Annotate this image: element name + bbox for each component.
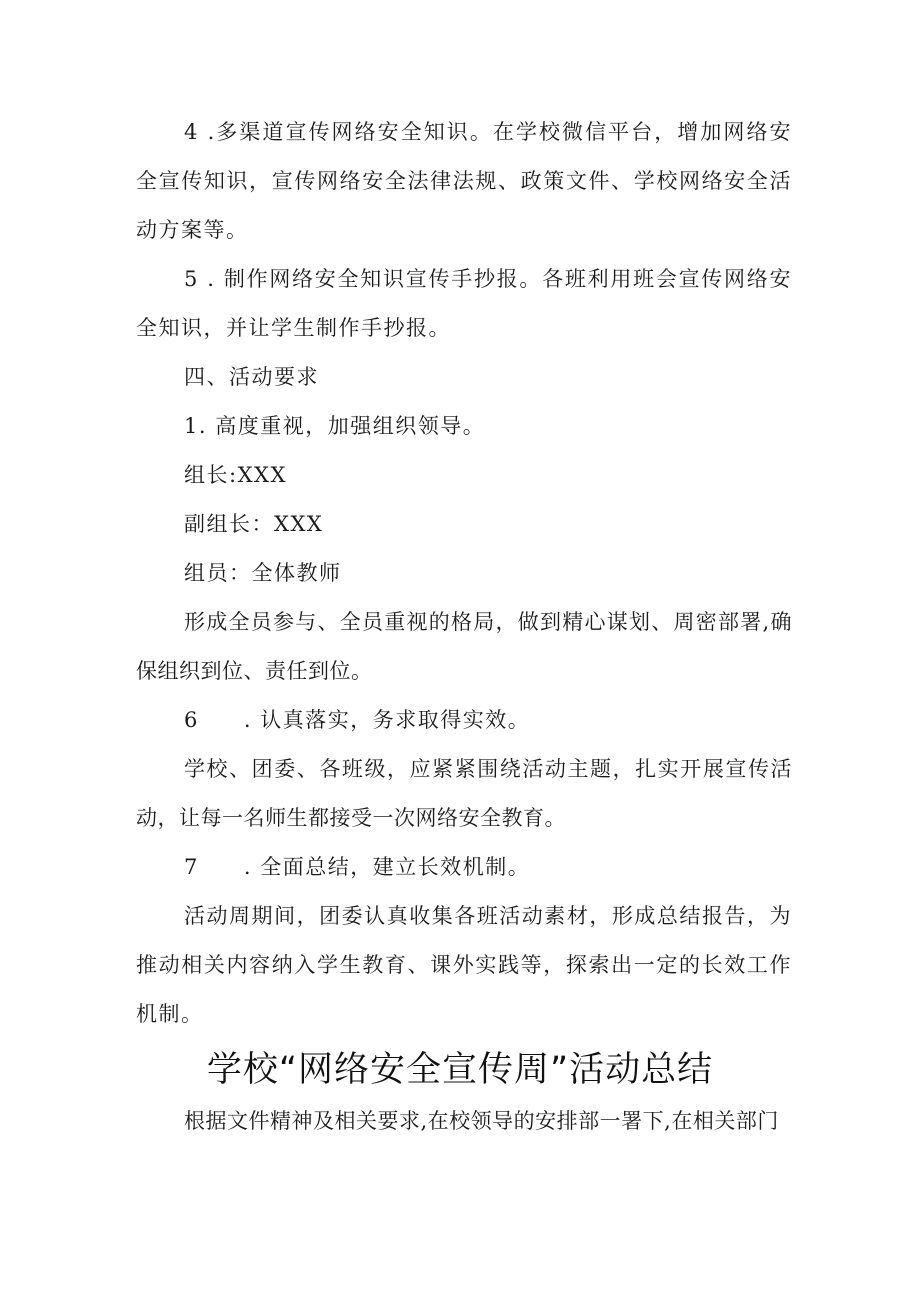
paragraph-school-classes: 学校、团委、各班级，应紧紧围绕活动主题，扎实开展宣传活动，让每一名师生都接受一次网络安全教育。	[136, 757, 792, 830]
item-implement: 6 . 认真落实，务求取得实效。	[184, 708, 531, 732]
paragraph-pattern: 形成全员参与、全员重视的格局，做到精心谋划、周密部署,确保组织到位、责任到位。	[136, 610, 792, 683]
paragraph-channels: 4 .多渠道宣传网络安全知识。在学校微信平台，增加网络安全宣传知识，宣传网络安全法律法规、政策文件、学校网络安全活动方案等。	[136, 120, 792, 242]
paragraph-activity-week: 活动周期间，团委认真收集各班活动素材，形成总结报告，为推动相关内容纳入学生教育、课外实践等，探索出一定的长效工作机制。	[136, 904, 792, 1026]
team-leader: 组长:XXX	[184, 463, 287, 487]
item-emphasis: 1. 高度重视，加强组织领导。	[184, 414, 486, 438]
section-heading-requirements: 四、活动要求	[184, 365, 319, 389]
deputy-team-leader: 副组长：XXX	[184, 512, 324, 536]
summary-title: 学校“网络安全宣传周”活动总结	[206, 1050, 714, 1090]
team-members: 组员：全体教师	[184, 561, 342, 585]
paragraph-summary-intro: 根据文件精神及相关要求,在校领导的安排部一署下,在相关部门	[184, 1109, 779, 1133]
paragraph-handcopy: 5 . 制作网络安全知识宣传手抄报。各班利用班会宣传网络安全知识，并让学生制作手抄报。	[136, 267, 792, 340]
item-summarize: 7 . 全面总结，建立长效机制。	[184, 855, 531, 879]
